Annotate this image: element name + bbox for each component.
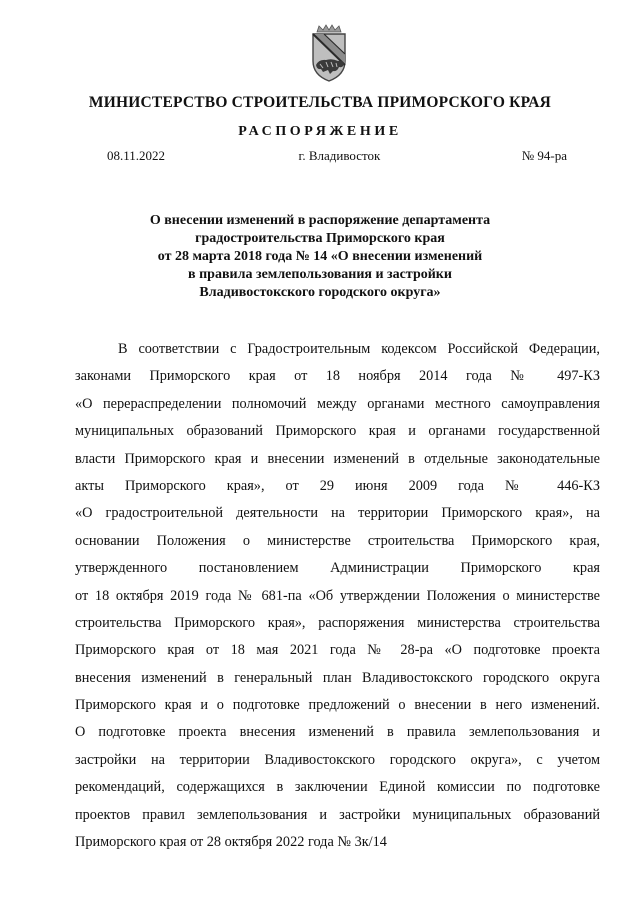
- document-city: г. Владивосток: [298, 148, 381, 163]
- title-line: О внесении изменений в распоряжение департамента: [149, 213, 491, 228]
- body-line: О подготовке проекта внесения изменений в правила землепользования и: [75, 724, 600, 741]
- body-line: основании Положения о министерстве строительства Приморского края,: [75, 532, 600, 549]
- body-line: Приморского края и о подготовке предложений о внесении в него изменений.: [75, 697, 600, 714]
- body-line: рекомендаций, содержащихся в заключении Единой комиссии по подготовке: [75, 779, 600, 796]
- body-line: Приморского края от 18 мая 2021 года № 28-ра «О подготовке проекта: [75, 642, 600, 659]
- body-line: внесения изменений в генеральный план Владивостокского городского округа: [75, 669, 600, 686]
- body-line: утвержденного постановлением Администрации Приморского края: [75, 560, 600, 577]
- body-line: «О перераспределении полномочий между органами местного самоуправления: [75, 395, 600, 412]
- body-line: муниципальных образований Приморского края и органами государственной: [75, 423, 600, 440]
- body-line: строительства Приморского края», распоряжения министерства строительства: [75, 614, 600, 631]
- body-line: акты Приморского края», от 29 июня 2009 года № 446-КЗ: [75, 477, 600, 494]
- document-body: [75, 336, 600, 856]
- title-line: в правила землепользования и застройки: [188, 267, 452, 282]
- body-line: В соответствии с Градостроительным кодексом Российской Федерации,: [118, 341, 600, 357]
- body-line: от 18 октября 2019 года № 681-па «Об утверждении Положения о министерстве: [75, 587, 600, 604]
- body-line: законами Приморского края от 18 ноября 2014 года № 497-КЗ: [75, 368, 600, 385]
- document-date: 08.11.2022: [107, 148, 166, 163]
- body-line: «О градостроительной деятельности на территории Приморского края», на: [75, 505, 600, 522]
- title-line: от 28 марта 2018 года № 14 «О внесении изменений: [157, 249, 483, 264]
- body-line: проектов правил землепользования и застройки муниципальных образований: [75, 806, 600, 823]
- coat-of-arms-icon: [299, 23, 359, 83]
- title-line: градостроительства Приморского края: [195, 231, 445, 246]
- document-number: № 94-ра: [521, 148, 567, 163]
- document-meta: [107, 148, 567, 164]
- title-line: Владивостокского городского округа»: [199, 285, 441, 300]
- document-title: [0, 212, 640, 302]
- document-type: РАСПОРЯЖЕНИЕ: [238, 124, 402, 139]
- ministry-name: МИНИСТЕРСТВО СТРОИТЕЛЬСТВА ПРИМОРСКОГО КРАЯ: [88, 94, 552, 111]
- body-line: Приморского края от 28 октября 2022 года № 3к/14: [75, 834, 387, 851]
- body-line: власти Приморского края и внесении изменений в отдельные законодательные: [75, 450, 600, 467]
- body-line: застройки на территории Владивостокского городского округа», с учетом: [75, 751, 600, 768]
